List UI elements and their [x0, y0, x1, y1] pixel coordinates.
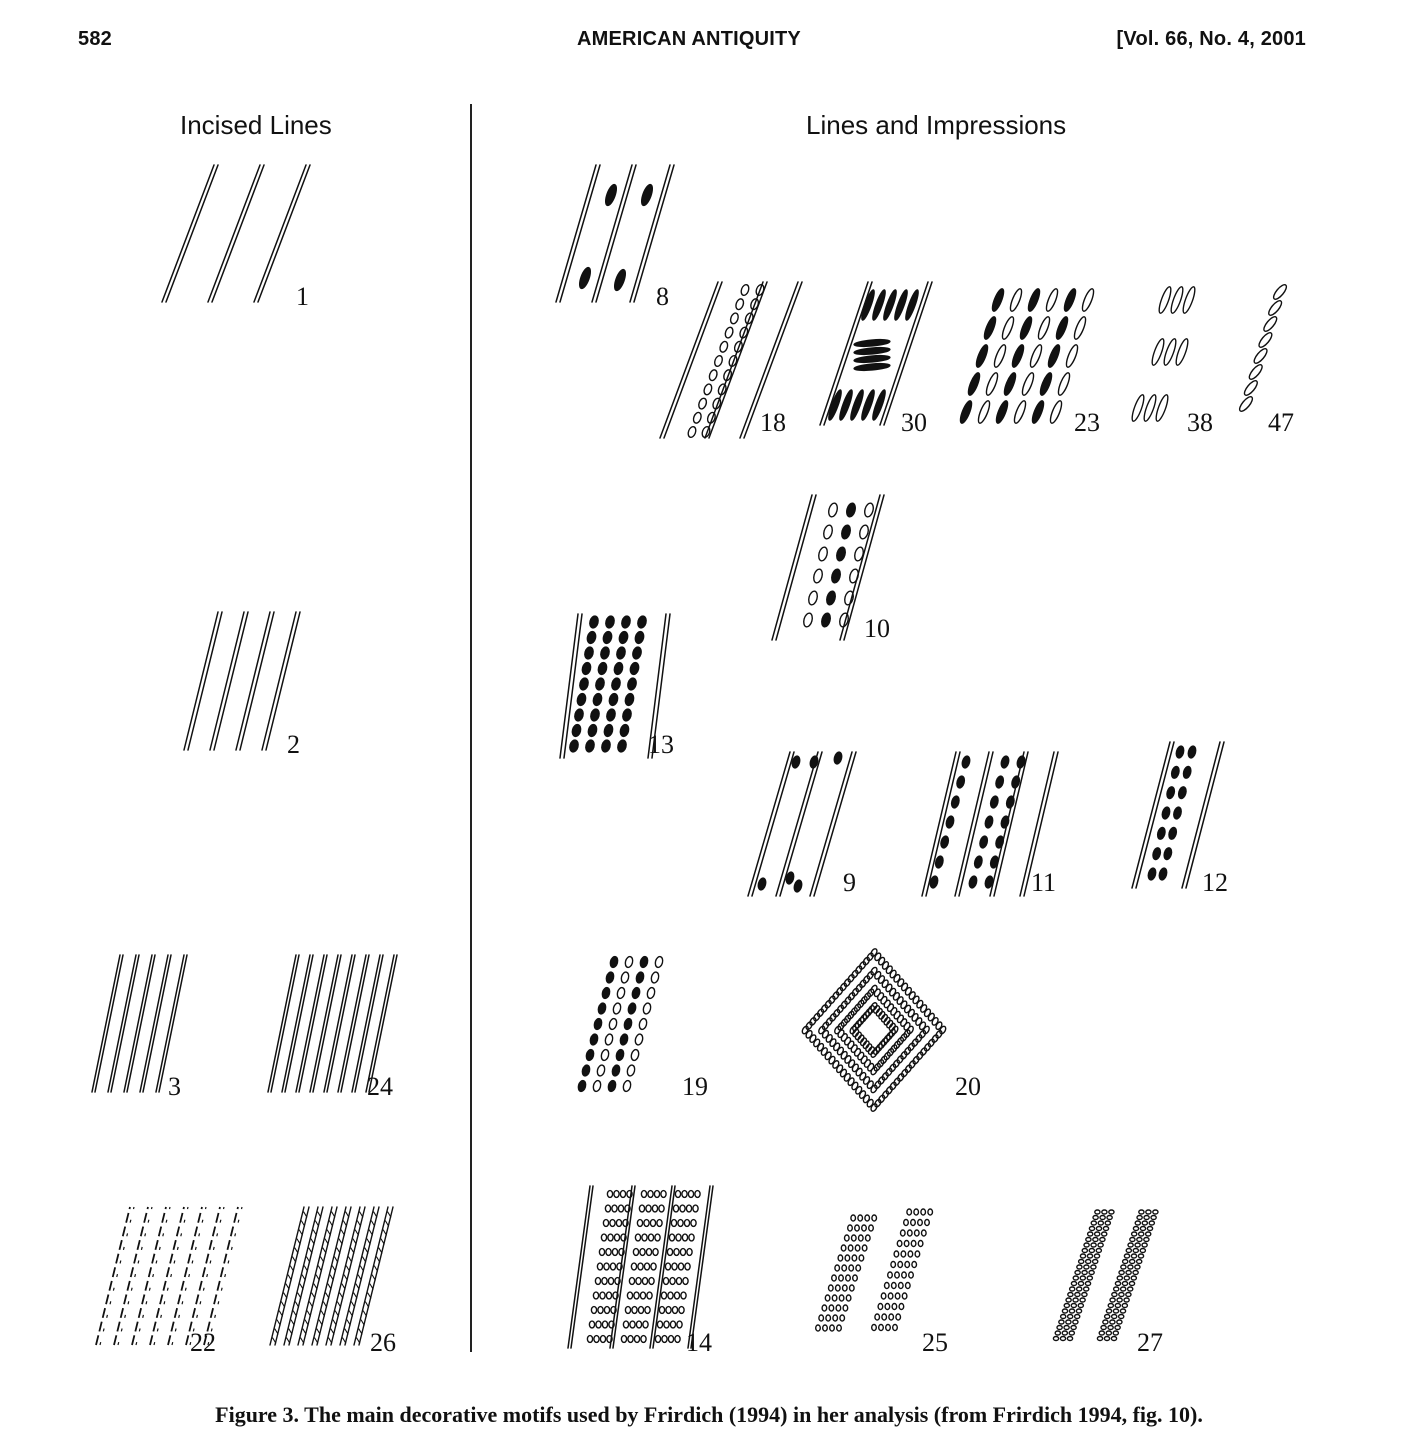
- motif-number-9: 9: [843, 868, 856, 897]
- motif-14-drawing: [568, 1186, 713, 1348]
- motif-27-drawing: [1053, 1210, 1158, 1341]
- motif-22-drawing: [96, 1207, 242, 1345]
- journal-title: AMERICAN ANTIQUITY: [577, 28, 801, 50]
- motif-30-drawing: [820, 282, 932, 425]
- motif-1-drawing: [162, 165, 310, 302]
- motif-number-14: 14: [686, 1328, 712, 1357]
- motif-number-8: 8: [656, 282, 669, 311]
- motif-number-1: 1: [296, 282, 309, 311]
- motif-number-10: 10: [864, 614, 890, 643]
- motif-number-20: 20: [955, 1072, 981, 1101]
- page-number: 582: [78, 28, 112, 50]
- motif-number-3: 3: [168, 1072, 181, 1101]
- motif-26-drawing: [270, 1207, 393, 1345]
- motif-number-24: 24: [367, 1072, 393, 1101]
- motif-number-38: 38: [1187, 408, 1213, 437]
- motif-19-drawing: [577, 956, 664, 1092]
- motif-number-47: 47: [1268, 408, 1294, 437]
- issue-info: [Vol. 66, No. 4, 2001: [1116, 28, 1306, 50]
- motif-20-drawing: [801, 948, 947, 1112]
- figure-caption: Figure 3. The main decorative motifs used by Frirdich (1994) in her analysis (from Frirdich 1994, fig. 10).: [215, 1402, 1203, 1427]
- motif-2-drawing: [184, 612, 300, 750]
- incised-lines-heading: Incised Lines: [180, 110, 332, 140]
- motif-47-drawing: [1238, 283, 1289, 413]
- motif-25-drawing: [816, 1209, 933, 1331]
- motif-12-drawing: [1132, 742, 1224, 888]
- motif-number-23: 23: [1074, 408, 1100, 437]
- motif-number-27: 27: [1137, 1328, 1163, 1357]
- motif-number-2: 2: [287, 730, 300, 759]
- motif-number-26: 26: [370, 1328, 396, 1357]
- motif-38-drawing: [1130, 286, 1197, 423]
- motif-number-18: 18: [760, 408, 786, 437]
- motif-number-25: 25: [922, 1328, 948, 1357]
- motif-number-22: 22: [190, 1328, 216, 1357]
- motif-number-12: 12: [1202, 868, 1228, 897]
- motif-9-drawing: [748, 751, 856, 896]
- motif-number-11: 11: [1031, 868, 1057, 897]
- motif-number-30: 30: [901, 408, 927, 437]
- lines-and-impressions-heading: Lines and Impressions: [806, 110, 1067, 140]
- motif-23-drawing: [958, 288, 1095, 425]
- motif-number-19: 19: [682, 1072, 708, 1101]
- motif-number-13: 13: [648, 730, 674, 759]
